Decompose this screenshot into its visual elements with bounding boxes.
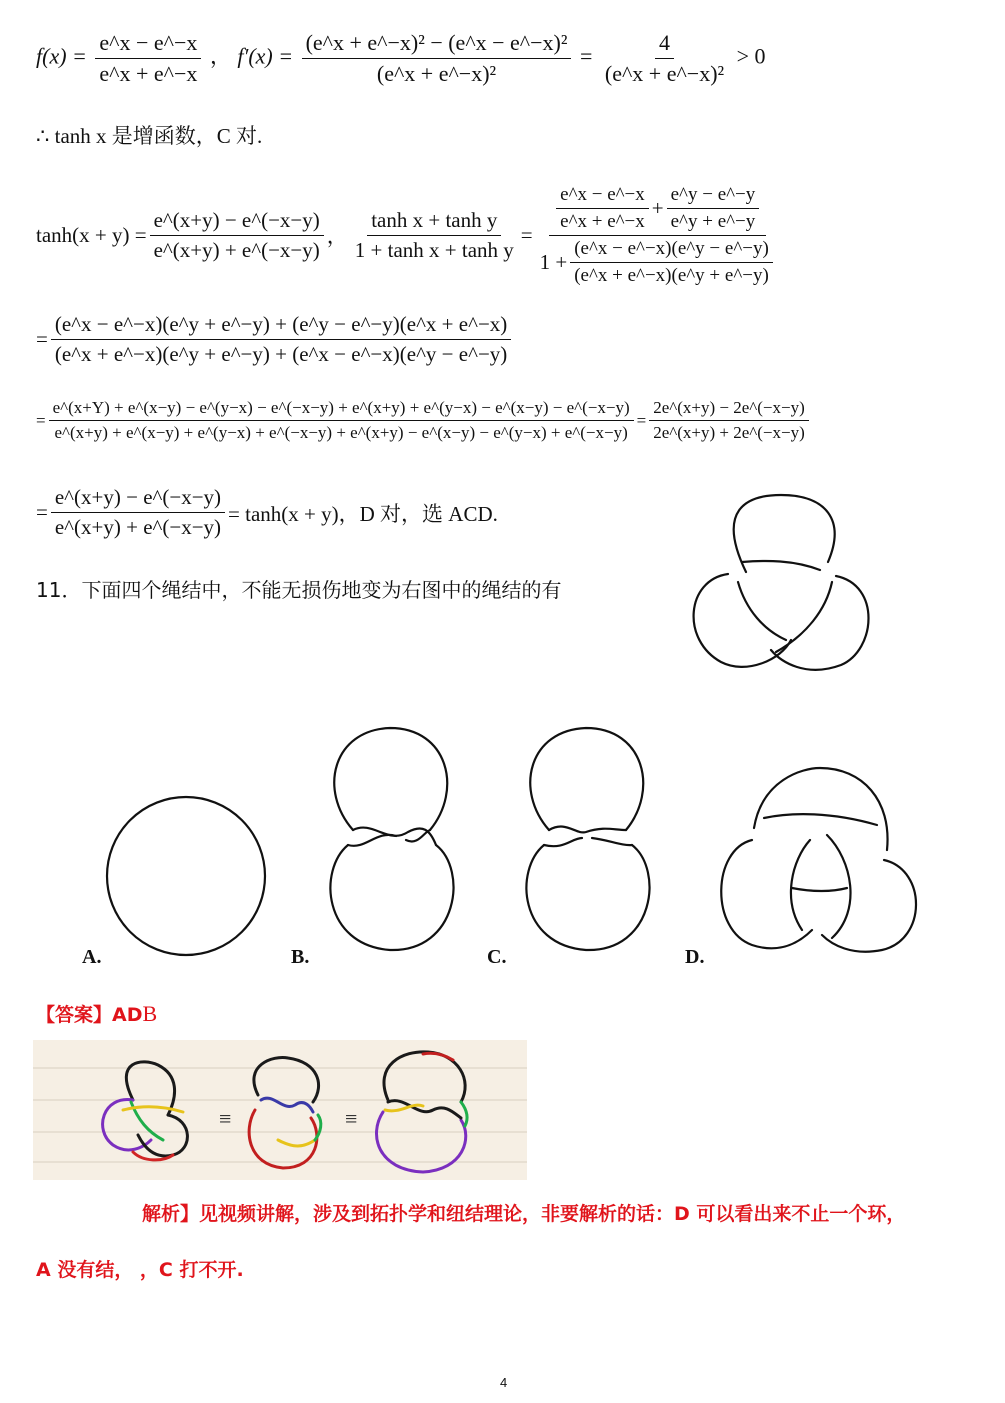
f-num: e^x − e^−x <box>95 30 201 59</box>
expand2-num: e^(x+Y) + e^(x−y) − e^(y−x) − e^(−x−y) + e^(x+y) + e^(y−x) − e^(x−y) − e^(−x−y) <box>49 398 634 421</box>
conclusion-text: ∴ tanh x 是增函数，C 对. <box>36 124 263 148</box>
question-11 <box>36 574 561 603</box>
trefoil-knot-figure <box>676 490 886 680</box>
plus: + <box>651 195 664 220</box>
big-den <box>536 236 780 287</box>
fprime-lhs: f′(x) = <box>237 43 294 69</box>
expand-fraction-2 <box>49 398 634 443</box>
knot-option-d <box>712 760 932 960</box>
final-fraction <box>51 485 225 540</box>
answer-label: 【答案】 <box>36 1004 113 1026</box>
analysis-text-2: A 没有结， ，C 打不开. <box>36 1259 244 1281</box>
expand2-den: e^(x+y) + e^(x−y) + e^(y−x) + e^(−x−y) + e^(x+y) − e^(x−y) − e^(y−x) + e^(−x−y) <box>54 423 628 442</box>
equals: = <box>36 327 48 351</box>
tanh-num: e^(x+y) − e^(−x−y) <box>150 208 324 236</box>
analysis-line-1 <box>142 1199 905 1226</box>
line-expand-2 <box>36 398 812 443</box>
final-num: e^(x+y) − e^(−x−y) <box>51 485 225 513</box>
knot-sketch-drawing <box>33 1040 527 1180</box>
expand3-den: 2e^(x+y) + 2e^(−x−y) <box>653 423 805 442</box>
expand3-num: 2e^(x+y) − 2e^(−x−y) <box>649 398 809 421</box>
expand-fraction-3 <box>649 398 809 443</box>
comma: ， <box>326 224 348 248</box>
f-fraction <box>95 30 201 87</box>
option-c-label: C. <box>487 946 507 968</box>
tanh-sum-fraction <box>351 208 518 263</box>
big-n1d: e^x + e^−x <box>560 210 645 232</box>
equals: = <box>636 410 647 430</box>
big-num-frac2 <box>667 184 760 233</box>
line-fprime <box>36 30 766 87</box>
question-text: 11．下面四个绳结中，不能无损伤地变为右图中的绳结的有 <box>36 578 562 602</box>
big-d-num: (e^x − e^−x)(e^y − e^−y) <box>570 238 773 263</box>
one-plus: 1 + <box>539 249 568 274</box>
tanh-den: e^(x+y) + e^(−x−y) <box>153 237 320 262</box>
big-num <box>549 184 766 236</box>
final-den: e^(x+y) + e^(−x−y) <box>54 515 222 539</box>
fprime-fraction-2 <box>601 30 728 87</box>
big-n2: e^y − e^−y <box>667 184 760 209</box>
gt-zero: > 0 <box>736 43 766 69</box>
tanh-sum-num: tanh x + tanh y <box>367 208 501 236</box>
answer-handwritten: B <box>142 1001 158 1026</box>
page-number: 4 <box>500 1375 508 1390</box>
line-final <box>36 485 498 540</box>
equals: = <box>36 500 48 524</box>
expand-fraction-1 <box>51 312 511 367</box>
big-compound-fraction <box>536 184 780 287</box>
option-b-label: B. <box>291 946 310 968</box>
fprime-num2: 4 <box>655 30 674 59</box>
big-den-frac <box>570 238 773 287</box>
fprime-num: (e^x + e^−x)² − (e^x − e^−x)² <box>302 30 572 59</box>
analysis-line-2 <box>36 1255 244 1282</box>
line-expand-1 <box>36 312 514 367</box>
big-n2d: e^y + e^−y <box>670 210 756 232</box>
knot-option-c <box>514 720 662 960</box>
equals: = <box>36 410 46 430</box>
expand1-num: (e^x − e^−x)(e^y + e^−y) + (e^y − e^−y)(e^x + e^−x) <box>51 312 511 340</box>
option-d-label: D. <box>685 946 705 968</box>
fprime-fraction <box>302 30 572 87</box>
fprime-den: (e^x + e^−x)² <box>376 61 497 86</box>
line-tanh <box>36 172 783 298</box>
knot-option-b <box>318 720 466 960</box>
answer-line <box>36 1000 157 1027</box>
f-den: e^x + e^−x <box>99 61 198 86</box>
fprime-den2: (e^x + e^−x)² <box>604 61 725 86</box>
equals: = <box>579 43 593 69</box>
tanh-lhs: tanh(x + y) = <box>36 222 147 247</box>
equiv-sign-1: ≡ <box>219 1106 232 1131</box>
final-tail: = tanh(x + y)，D 对，选 ACD. <box>228 501 498 526</box>
f-lhs: f(x) = <box>36 43 87 69</box>
tanh-sum-den: 1 + tanh x + tanh y <box>354 237 514 262</box>
equiv-sign-2: ≡ <box>345 1106 358 1131</box>
option-a-label: A. <box>82 946 102 968</box>
answer-value: AD <box>112 1004 143 1026</box>
expand1-den: (e^x + e^−x)(e^y + e^−y) + (e^x − e^−x)(e^y − e^−y) <box>54 342 508 366</box>
equals: = <box>520 222 533 247</box>
conclusion-c <box>36 120 262 150</box>
big-n1: e^x − e^−x <box>556 184 649 209</box>
big-d-den: (e^x + e^−x)(e^y + e^−y) <box>574 264 769 286</box>
analysis-text-1: 解析】见视频讲解，涉及到拓扑学和纽结理论，非要解析的话：D 可以看出来不止一个环， <box>142 1203 906 1225</box>
comma: ， <box>209 43 232 69</box>
knot-sketch-photo <box>33 1040 527 1180</box>
tanh-fraction <box>150 208 324 263</box>
knot-option-a <box>100 790 272 962</box>
big-num-frac1 <box>556 184 649 233</box>
